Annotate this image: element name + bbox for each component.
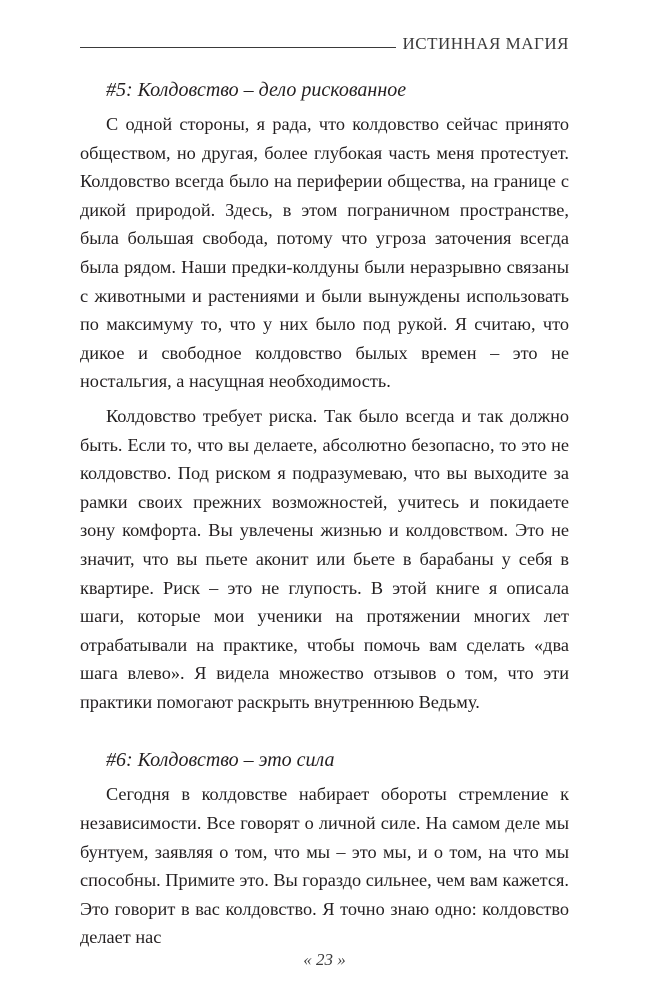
paragraph: Сегодня в колдовстве набирает обороты стремление к независимости. Все говорят о личной силе. На самом деле мы бунтуем, заявляя о том, что мы – это мы, и о том, на что мы способны. Примите это. Вы гораздо сильнее, чем вам кажется. Это говорит в вас колдовство. Я точно знаю одно: колдовство делает нас <box>80 784 569 948</box>
running-head <box>80 28 569 52</box>
section-heading: #6: Колдовство – это сила <box>106 749 335 772</box>
header-rule <box>80 47 396 48</box>
running-head-title: ИСТИННАЯ МАГИЯ <box>402 34 569 53</box>
paragraph: С одной стороны, я рада, что колдовство сейчас принято обществом, но другая, более глубокая часть меня протестует. Колдовство всегда было на периферии общества, на границе с дикой природой. Здесь, в этом пограничном пространстве, была большая свобода, потому что угроза заточения всегда была рядом. Наши предки-колдуны были неразрывно связаны с животными и растениями и были вынуждены использовать по максимуму то, что у них было под рукой. Я считаю, что дикое и свободное колдовство былых времен – это не ностальгия, а насущная необходимость. <box>80 114 569 392</box>
paragraph: Колдовство требует риска. Так было всегда и так должно быть. Если то, что вы делаете, абсолютно безопасно, то это не колдовство. Под риском я подразумеваю, что вы выходите за рамки своих прежних возможностей, учитесь и покидаете зону комфорта. Вы увлечены жизнью и колдовством. Это не значит, что вы пьете аконит или бьете в барабаны у себя в квартире. Риск – это не глупость. В этой книге я описала шаги, которые мои ученики на протяжении многих лет отрабатывали на практике, чтобы помочь вам сделать «два шага влево». Я видела множество отзывов о том, что эти практики помогают раскрыть внутреннюю Ведьму. <box>80 405 569 712</box>
section-heading: #5: Колдовство – дело рискованное <box>106 79 407 101</box>
page-body <box>80 76 569 952</box>
page-number: « 23 » <box>303 950 346 969</box>
section-6 <box>80 746 569 952</box>
section-spacer <box>80 716 569 746</box>
section-5 <box>80 76 569 716</box>
